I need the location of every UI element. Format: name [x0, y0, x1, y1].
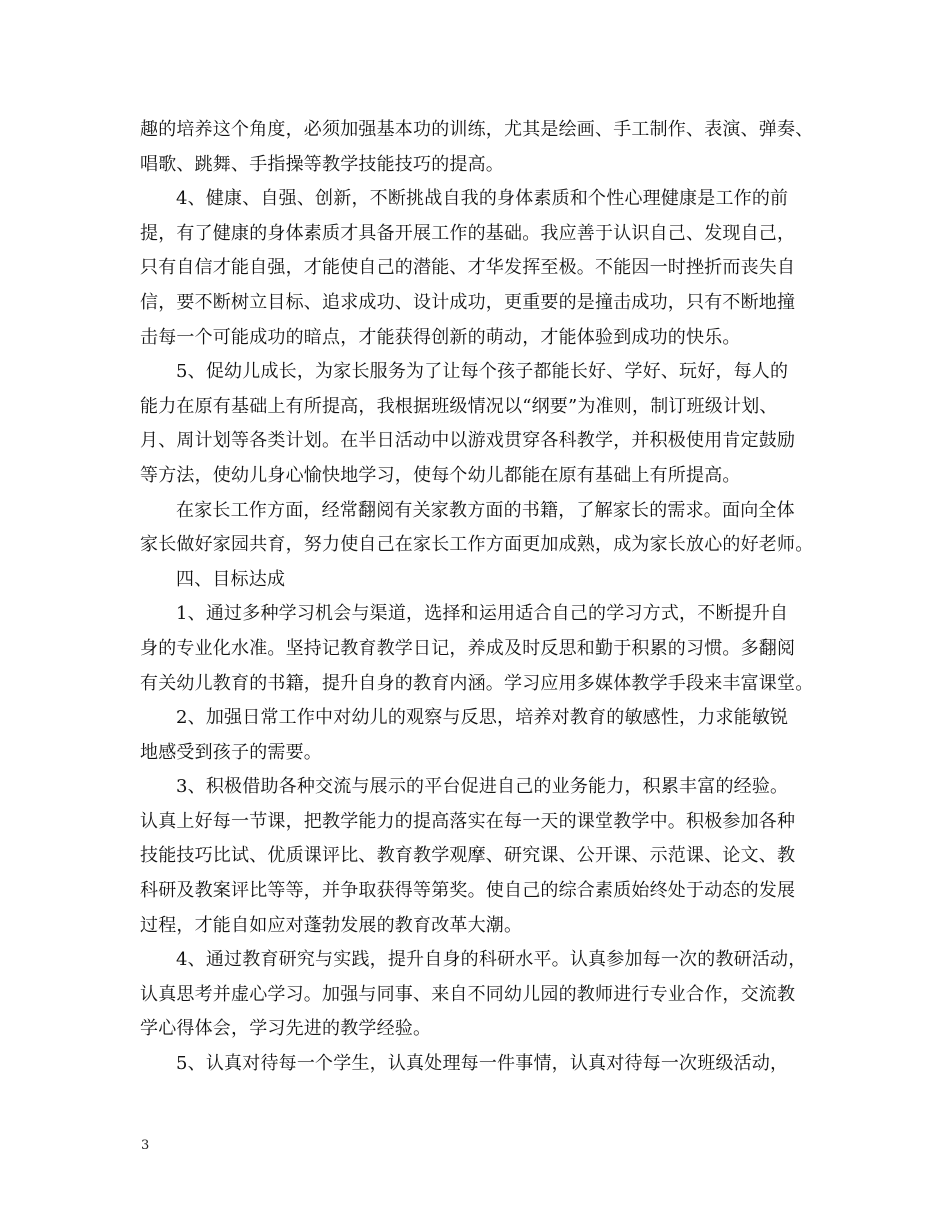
text-line: 认真思考并虚心学习。加强与同事、来自不同幼儿园的教师进行专业合作，交流教: [140, 983, 796, 1005]
text-line: 1、通过多种学习机会与渠道，选择和运用适合自己的学习方式，不断提升自: [176, 603, 789, 625]
text-line: 月、周计划等各类计划。在半日活动中以游戏贯穿各科教学，并积极使用肯定鼓励: [140, 430, 796, 452]
page-number: 3: [141, 1138, 150, 1153]
text-line: 在家长工作方面，经常翻阅有关家教方面的书籍，了解家长的需求。面向全体: [176, 499, 795, 521]
text-line: 只有自信才能自强，才能使自己的潜能、才华发挥至极。不能因一时挫折而丧失自: [140, 257, 796, 279]
text-line: 有关幼儿教育的书籍，提升自身的教育内涵。学习应用多媒体教学手段来丰富课堂。: [140, 672, 814, 694]
text-line: 信，要不断树立目标、追求成功、设计成功，更重要的是撞击成功，只有不断地撞: [140, 291, 796, 313]
text-line: 击每一个可能成功的暗点，才能获得创新的萌动，才能体验到成功的快乐。: [140, 326, 741, 348]
text-line: 唱歌、跳舞、手指操等教学技能技巧的提高。: [140, 153, 504, 175]
text-line: 身的专业化水准。坚持记教育教学日记，养成及时反思和勤于积累的习惯。多翻阅: [140, 637, 796, 659]
text-line: 学心得体会，学习先进的教学经验。: [140, 1018, 432, 1040]
text-line: 趣的培养这个角度，必须加强基本功的训练，尤其是绘画、手工制作、表演、弹奏、: [140, 119, 814, 140]
text-line: 3、积极借助各种交流与展示的平台促进自己的业务能力，积累丰富的经验。: [176, 776, 789, 798]
text-line: 2、加强日常工作中对幼儿的观察与反思，培养对教育的敏感性，力求能敏锐: [176, 707, 789, 729]
text-line: 能力在原有基础上有所提高，我根据班级情况以“纲要”为准则，制订班级计划、: [140, 395, 778, 417]
document-body: [140, 113, 820, 1082]
text-line: 4、通过教育研究与实践，提升自身的科研水平。认真参加每一次的教研活动，: [176, 949, 807, 971]
text-line: 家长做好家园共育，努力使自己在家长工作方面更加成熟，成为家长放心的好老师。: [140, 534, 814, 556]
text-line: 等方法，使幼儿身心愉快地学习，使每个幼儿都能在原有基础上有所提高。: [140, 464, 741, 486]
section-heading: 四、目标达成: [176, 568, 286, 590]
text-line: 5、认真对待每一个学生，认真处理每一件事情，认真对待每一次班级活动，: [176, 1053, 789, 1075]
text-line: 4、健康、自强、创新，不断挑战自我的身体素质和个性心理健康是工作的前: [176, 188, 789, 210]
text-line: 5、促幼儿成长，为家长服务为了让每个孩子都能长好、学好、玩好，每人的: [176, 361, 789, 383]
text-line: 科研及教案评比等等，并争取获得等第奖。使自己的综合素质始终处于动态的发展: [140, 880, 796, 902]
text-line: 认真上好每一节课，把教学能力的提高落实在每一天的课堂教学中。积极参加各种: [140, 810, 796, 832]
text-line: 提，有了健康的身体素质才具备开展工作的基础。我应善于认识自己、发现自己，: [140, 222, 796, 244]
text-line: 过程，才能自如应对蓬勃发展的教育改革大潮。: [140, 914, 523, 936]
text-line: 技能技巧比试、优质课评比、教育教学观摩、研究课、公开课、示范课、论文、教: [140, 845, 796, 867]
text-line: 地感受到孩子的需要。: [140, 741, 322, 763]
